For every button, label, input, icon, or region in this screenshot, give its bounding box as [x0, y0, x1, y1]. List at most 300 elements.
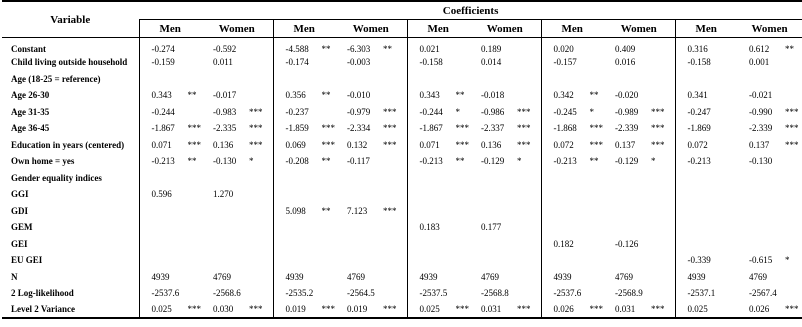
- significance-stars: ***: [785, 106, 799, 117]
- coefficient-value: -0.130: [213, 156, 237, 167]
- coefficient-value: -2.339: [749, 123, 773, 134]
- coefficient-value: 0.026: [749, 304, 770, 315]
- row-label: Age 26-30: [11, 90, 50, 101]
- column-header-men: Men: [273, 20, 335, 38]
- table-cell: [737, 236, 802, 253]
- coefficient-value: 0.031: [615, 304, 636, 315]
- table-cell: [273, 203, 335, 220]
- coefficient-value: -0.158: [419, 57, 443, 68]
- table-cell: [407, 302, 469, 319]
- table-cell: [603, 153, 675, 170]
- significance-stars: *: [785, 255, 790, 266]
- coefficient-value: 0.025: [419, 304, 440, 315]
- coefficient-value: 0.182: [553, 238, 574, 249]
- coefficient-value: -2567.4: [749, 288, 777, 299]
- significance-stars: **: [321, 90, 331, 101]
- table-cell: [139, 54, 201, 71]
- column-header-men: Men: [139, 20, 201, 38]
- significance-stars: ***: [383, 106, 397, 117]
- table-cell: [273, 285, 335, 302]
- significance-stars: ***: [455, 304, 469, 315]
- table-row: [2, 252, 802, 269]
- table-cell: [737, 38, 802, 55]
- coefficients-header: Coefficients: [442, 4, 499, 17]
- coefficient-value: -2537.6: [553, 288, 582, 299]
- row-label: Gender equality indices: [11, 172, 102, 183]
- table-cell: [335, 38, 407, 55]
- coefficient-value: 0.011: [213, 57, 233, 68]
- table-cell: [603, 87, 675, 104]
- table-cell: [541, 236, 603, 253]
- coefficient-value: 0.071: [151, 139, 172, 150]
- table-cell: [201, 269, 273, 286]
- coefficient-value: -0.244: [419, 106, 443, 117]
- coefficient-value: -2564.5: [347, 288, 375, 299]
- table-cell: [469, 87, 541, 104]
- coefficient-value: 0.069: [285, 139, 306, 150]
- table-cell: [273, 120, 335, 137]
- table-cell: [201, 236, 273, 253]
- table-cell: [469, 236, 541, 253]
- table-cell: [737, 302, 802, 319]
- table-cell: [675, 186, 737, 203]
- row-label: GGI: [11, 189, 29, 200]
- significance-stars: ***: [651, 106, 665, 117]
- table-cell: [737, 203, 802, 220]
- table-row: [2, 71, 802, 88]
- table-cell: [469, 219, 541, 236]
- column-header-men: Men: [541, 20, 603, 38]
- coefficient-value: -2.337: [481, 123, 505, 134]
- coefficient-value: -0.130: [749, 156, 773, 167]
- table-cell: [541, 104, 603, 121]
- coefficient-value: -2.335: [213, 123, 237, 134]
- coefficient-value: 4939: [285, 271, 304, 282]
- table-cell: [603, 236, 675, 253]
- significance-stars: **: [455, 156, 465, 167]
- coefficient-value: 5.098: [285, 205, 306, 216]
- coefficient-value: 0.612: [749, 43, 770, 54]
- coefficient-value: -0.244: [151, 106, 175, 117]
- row-label: EU GEI: [11, 255, 43, 266]
- coefficient-value: 0.019: [285, 304, 306, 315]
- table-cell: [335, 153, 407, 170]
- table-cell: [675, 54, 737, 71]
- table-cell: [675, 236, 737, 253]
- table-cell: [541, 203, 603, 220]
- table-cell: [675, 38, 737, 55]
- column-header-men: Men: [675, 20, 737, 38]
- coefficient-value: 0.342: [553, 90, 574, 101]
- table-cell: [737, 170, 802, 187]
- coefficient-value: -0.989: [615, 106, 639, 117]
- table-cell: [201, 302, 273, 319]
- table-cell: [335, 219, 407, 236]
- coefficient-value: -0.129: [481, 156, 505, 167]
- coefficients-table: [2, 0, 802, 319]
- coefficient-value: 0.031: [481, 304, 502, 315]
- table-cell: [603, 120, 675, 137]
- significance-stars: ***: [589, 304, 603, 315]
- table-cell: [675, 87, 737, 104]
- coefficient-value: -1.867: [151, 123, 175, 134]
- coefficient-value: -2568.9: [615, 288, 643, 299]
- table-cell: [273, 186, 335, 203]
- table-cell: [541, 87, 603, 104]
- table-cell: [469, 285, 541, 302]
- table-cell: [273, 236, 335, 253]
- table-cell: [335, 285, 407, 302]
- coefficient-value: 0.025: [687, 304, 708, 315]
- coefficient-value: -0.020: [615, 90, 639, 101]
- coefficient-value: 4769: [347, 271, 365, 282]
- table-cell: [407, 71, 469, 88]
- table-cell: [541, 302, 603, 319]
- coefficient-value: -0.003: [347, 57, 371, 68]
- significance-stars: ***: [249, 106, 263, 117]
- coefficient-value: -0.213: [687, 156, 711, 167]
- significance-stars: **: [785, 43, 794, 54]
- table-cell: [273, 71, 335, 88]
- table-cell: [139, 38, 201, 55]
- coefficient-value: 0.177: [481, 222, 502, 233]
- table-row: [2, 285, 802, 302]
- significance-stars: ***: [517, 139, 531, 150]
- coefficient-value: 0.072: [687, 139, 708, 150]
- coefficient-value: 0.026: [553, 304, 574, 315]
- table-cell: [407, 38, 469, 55]
- table-cell: [201, 285, 273, 302]
- significance-stars: ***: [589, 139, 603, 150]
- coefficient-value: 7.123: [347, 205, 368, 216]
- coefficient-value: 4769: [213, 271, 231, 282]
- coefficient-value: -0.017: [213, 90, 237, 101]
- significance-stars: ***: [651, 304, 665, 315]
- coefficient-value: 0.014: [481, 57, 502, 68]
- table-cell: [335, 71, 407, 88]
- table-cell: [139, 186, 201, 203]
- significance-stars: ***: [589, 123, 603, 134]
- table-row: [2, 269, 802, 286]
- table-cell: [139, 87, 201, 104]
- coefficient-value: -0.986: [481, 106, 505, 117]
- coefficient-value: -0.237: [285, 106, 309, 117]
- row-label: GEI: [11, 238, 28, 249]
- significance-stars: *: [455, 106, 460, 117]
- coefficient-value: 0.409: [615, 43, 636, 54]
- table-cell: [407, 236, 469, 253]
- table-cell: [469, 203, 541, 220]
- table-cell: [139, 120, 201, 137]
- significance-stars: ***: [249, 139, 263, 150]
- table-cell: [541, 269, 603, 286]
- coefficient-value: 4939: [151, 271, 170, 282]
- significance-stars: ***: [517, 123, 531, 134]
- table-cell: [335, 203, 407, 220]
- row-label: Age (18-25 = reference): [11, 73, 101, 84]
- coefficient-value: -0.339: [687, 255, 711, 266]
- table-cell: [541, 285, 603, 302]
- table-cell: [469, 38, 541, 55]
- row-label: Age 36-45: [11, 123, 50, 134]
- table-cell: [335, 236, 407, 253]
- table-cell: [603, 38, 675, 55]
- significance-stars: ***: [321, 123, 335, 134]
- table-cell: [201, 203, 273, 220]
- table-cell: [469, 252, 541, 269]
- significance-stars: *: [589, 106, 594, 117]
- table-cell: [541, 170, 603, 187]
- coefficient-value: 0.137: [749, 139, 770, 150]
- table-cell: [273, 137, 335, 154]
- table-cell: [675, 252, 737, 269]
- coefficient-value: -0.158: [687, 57, 711, 68]
- coefficient-value: 0.343: [151, 90, 172, 101]
- significance-stars: **: [321, 205, 331, 216]
- row-label: 2 Log-likelihood: [11, 288, 74, 299]
- table-cell: [201, 104, 273, 121]
- table-cell: [469, 54, 541, 71]
- coefficient-value: 0.189: [481, 43, 502, 54]
- significance-stars: **: [321, 156, 331, 167]
- table-cell: [675, 285, 737, 302]
- significance-stars: ***: [651, 139, 665, 150]
- table-cell: [675, 120, 737, 137]
- table-cell: [469, 104, 541, 121]
- table-cell: [675, 203, 737, 220]
- table-cell: [469, 170, 541, 187]
- table-cell: [201, 252, 273, 269]
- table-row: [2, 104, 802, 121]
- table-cell: [603, 285, 675, 302]
- table-row: [2, 153, 802, 170]
- table-row: [2, 170, 802, 187]
- table-cell: [139, 252, 201, 269]
- row-label: Age 31-35: [11, 106, 50, 117]
- table-cell: [737, 87, 802, 104]
- coefficient-value: -0.129: [615, 156, 639, 167]
- table-cell: [201, 38, 273, 55]
- significance-stars: **: [187, 156, 197, 167]
- table-cell: [273, 87, 335, 104]
- coefficient-value: -1.869: [687, 123, 711, 134]
- table-cell: [737, 137, 802, 154]
- row-label: GDI: [11, 205, 29, 216]
- significance-stars: **: [589, 156, 599, 167]
- coefficient-value: -0.117: [347, 156, 370, 167]
- table-row: [2, 186, 802, 203]
- table-cell: [737, 120, 802, 137]
- table-cell: [335, 170, 407, 187]
- table-cell: [407, 87, 469, 104]
- coefficient-value: -0.018: [481, 90, 505, 101]
- table-cell: [541, 252, 603, 269]
- table-cell: [407, 252, 469, 269]
- significance-stars: ***: [249, 123, 263, 134]
- table-cell: [201, 71, 273, 88]
- table-row: [2, 219, 802, 236]
- table-cell: [407, 203, 469, 220]
- table-cell: [335, 252, 407, 269]
- coefficient-value: 0.137: [615, 139, 636, 150]
- significance-stars: ***: [321, 139, 335, 150]
- table-row: [2, 236, 802, 253]
- table-cell: [335, 186, 407, 203]
- table-cell: [201, 219, 273, 236]
- coefficient-value: 4939: [687, 271, 706, 282]
- significance-stars: ***: [321, 304, 335, 315]
- table-cell: [273, 252, 335, 269]
- table-cell: [737, 71, 802, 88]
- significance-stars: ***: [187, 139, 201, 150]
- table-cell: [139, 137, 201, 154]
- significance-stars: *: [651, 156, 656, 167]
- table-cell: [737, 219, 802, 236]
- coefficient-value: -0.990: [749, 106, 773, 117]
- coefficient-value: 0.016: [615, 57, 636, 68]
- coefficient-value: 0.021: [419, 43, 440, 54]
- coefficient-value: -2535.2: [285, 288, 314, 299]
- coefficient-value: 0.071: [419, 139, 440, 150]
- row-label: Child living outside household: [11, 57, 128, 68]
- table-cell: [407, 104, 469, 121]
- table-cell: [273, 269, 335, 286]
- significance-stars: ***: [517, 106, 531, 117]
- significance-stars: **: [383, 43, 392, 54]
- coefficient-value: 0.183: [419, 222, 440, 233]
- coefficient-value: -0.208: [285, 156, 309, 167]
- table-cell: [335, 87, 407, 104]
- significance-stars: ***: [187, 123, 201, 134]
- coefficient-value: -0.126: [615, 238, 639, 249]
- row-label: Level 2 Variance: [2, 302, 139, 319]
- table-row: [2, 302, 802, 319]
- table-cell: [201, 137, 273, 154]
- table-cell: [675, 137, 737, 154]
- table-cell: [603, 219, 675, 236]
- coefficient-value: -4.588: [285, 43, 309, 54]
- table-cell: [541, 38, 603, 55]
- coefficient-value: -0.213: [419, 156, 443, 167]
- coefficient-value: -0.157: [553, 57, 577, 68]
- table-cell: [407, 54, 469, 71]
- coefficient-value: 0.356: [285, 90, 306, 101]
- coefficient-value: -0.979: [347, 106, 371, 117]
- row-label: N: [11, 271, 18, 282]
- table-cell: [675, 302, 737, 319]
- table-cell: [273, 104, 335, 121]
- table-cell: [675, 71, 737, 88]
- significance-stars: ***: [383, 139, 397, 150]
- significance-stars: ***: [383, 123, 397, 134]
- coefficient-value: -0.213: [553, 156, 577, 167]
- table-cell: [541, 153, 603, 170]
- table-cell: [603, 186, 675, 203]
- coefficient-value: -2.334: [347, 123, 371, 134]
- table-cell: [469, 71, 541, 88]
- table-cell: [737, 285, 802, 302]
- table-cell: [675, 170, 737, 187]
- table-cell: [201, 87, 273, 104]
- table-cell: [335, 104, 407, 121]
- table-cell: [469, 269, 541, 286]
- significance-stars: ***: [455, 123, 469, 134]
- coefficient-value: -2537.6: [151, 288, 180, 299]
- table-cell: [675, 104, 737, 121]
- coefficient-value: -0.983: [213, 106, 237, 117]
- table-cell: [273, 54, 335, 71]
- significance-stars: **: [187, 90, 197, 101]
- table-cell: [603, 203, 675, 220]
- table-cell: [407, 186, 469, 203]
- significance-stars: ***: [785, 123, 799, 134]
- table-cell: [407, 137, 469, 154]
- table-cell: [603, 252, 675, 269]
- coefficient-value: 0.072: [553, 139, 574, 150]
- column-header-men: Men: [407, 20, 469, 38]
- row-label: Constant: [11, 43, 47, 54]
- coefficient-value: 0.343: [419, 90, 440, 101]
- significance-stars: ***: [455, 139, 469, 150]
- coefficient-value: 0.020: [553, 43, 574, 54]
- table-cell: [469, 153, 541, 170]
- coefficient-value: -1.867: [419, 123, 443, 134]
- table-cell: [469, 120, 541, 137]
- table-cell: [469, 302, 541, 319]
- table-row: [2, 203, 802, 220]
- table-cell: [335, 269, 407, 286]
- coefficient-value: 1.270: [213, 189, 234, 200]
- significance-stars: **: [455, 90, 465, 101]
- table-cell: [139, 236, 201, 253]
- coefficient-value: 4939: [553, 271, 572, 282]
- table-cell: [139, 153, 201, 170]
- table-cell: [541, 137, 603, 154]
- table-cell: [541, 120, 603, 137]
- coefficient-value: -0.592: [213, 43, 237, 54]
- table-cell: [407, 170, 469, 187]
- row-label: Education in years (centered): [11, 139, 125, 150]
- coefficient-value: -0.247: [687, 106, 711, 117]
- coefficient-value: -1.868: [553, 123, 577, 134]
- table-cell: [139, 71, 201, 88]
- significance-stars: ***: [517, 304, 531, 315]
- table-cell: [201, 54, 273, 71]
- column-header-women: Women: [335, 20, 407, 38]
- table-cell: [603, 170, 675, 187]
- table-cell: [407, 285, 469, 302]
- coefficient-value: 0.136: [213, 139, 234, 150]
- coefficient-value: 0.136: [481, 139, 502, 150]
- table-row: [2, 120, 802, 137]
- coefficient-value: -0.021: [749, 90, 773, 101]
- coefficient-value: 4939: [419, 271, 438, 282]
- significance-stars: ***: [187, 304, 201, 315]
- table-cell: [335, 120, 407, 137]
- table-cell: [139, 285, 201, 302]
- coefficient-value: -2537.1: [687, 288, 716, 299]
- table-cell: [603, 137, 675, 154]
- coefficient-value: 4769: [749, 271, 767, 282]
- significance-stars: **: [321, 43, 331, 54]
- table-cell: [335, 54, 407, 71]
- coefficient-value: 0.316: [687, 43, 708, 54]
- coefficient-value: -0.174: [285, 57, 309, 68]
- table-cell: [139, 302, 201, 319]
- table-cell: [541, 54, 603, 71]
- table-cell: [469, 186, 541, 203]
- significance-stars: ***: [651, 123, 665, 134]
